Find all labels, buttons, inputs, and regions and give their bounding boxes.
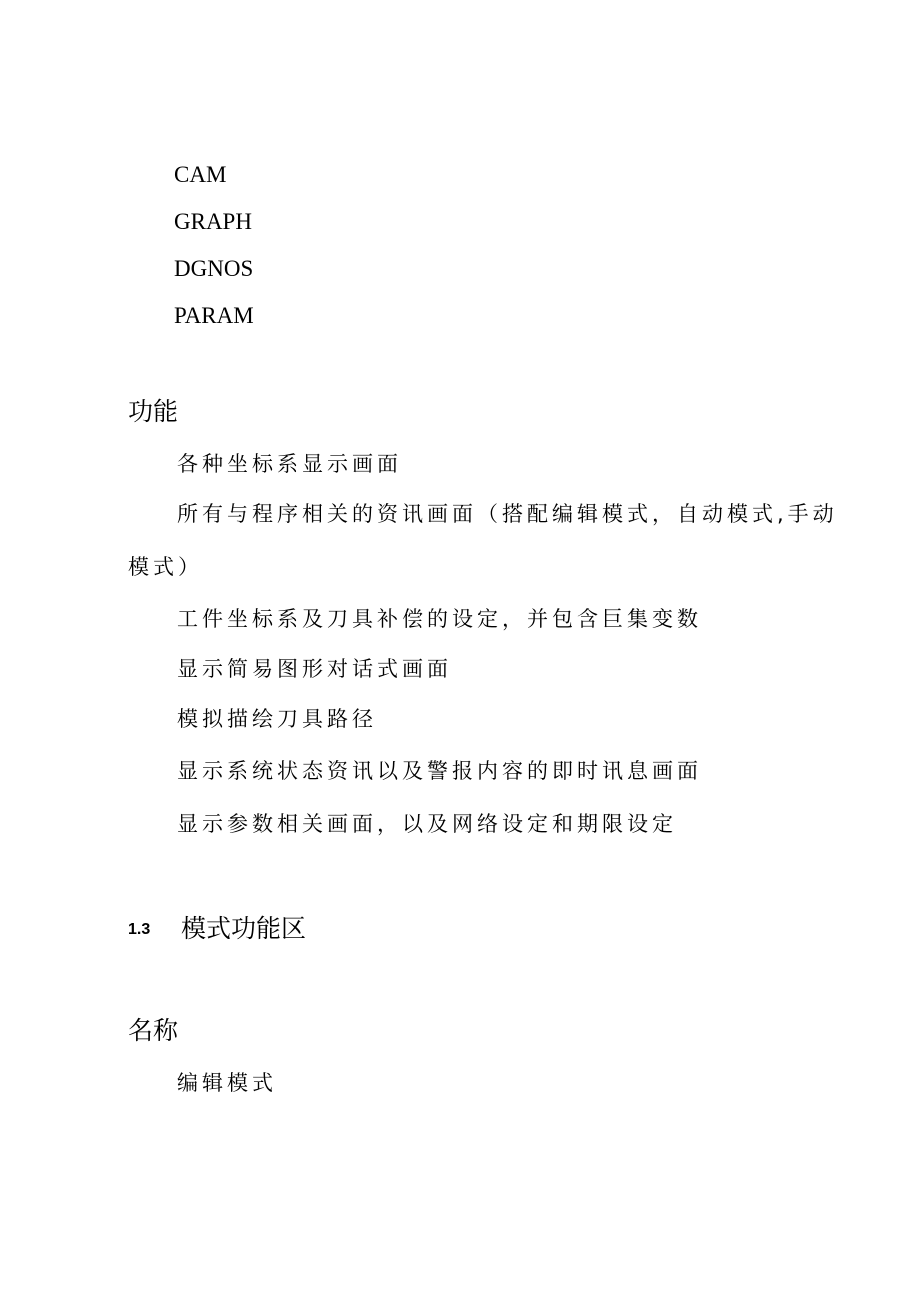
- function-item: 显示简易图形对话式画面: [177, 657, 452, 681]
- name-heading: 名称: [128, 1016, 179, 1045]
- section-title: 模式功能区: [181, 914, 307, 943]
- function-item-continuation: 模式）: [128, 555, 203, 579]
- section-number: 1.3: [128, 921, 151, 938]
- function-item: 模拟描绘刀具路径: [177, 707, 377, 731]
- key-name-dgnos: DGNOS: [174, 256, 254, 281]
- key-name-param: PARAM: [174, 303, 254, 328]
- key-name-cam: CAM: [174, 162, 227, 187]
- function-item: 所有与程序相关的资讯画面（搭配编辑模式，自动模式,手动: [177, 502, 838, 526]
- key-name-graph: GRAPH: [174, 209, 252, 234]
- function-item: 各种坐标系显示画面: [177, 452, 402, 476]
- function-item: 显示系统状态资讯以及警报内容的即时讯息画面: [177, 759, 702, 783]
- name-item: 编辑模式: [177, 1071, 277, 1095]
- function-heading: 功能: [128, 397, 179, 426]
- function-item: 工件坐标系及刀具补偿的设定，并包含巨集变数: [177, 607, 702, 631]
- function-item: 显示参数相关画面，以及网络设定和期限设定: [177, 812, 677, 836]
